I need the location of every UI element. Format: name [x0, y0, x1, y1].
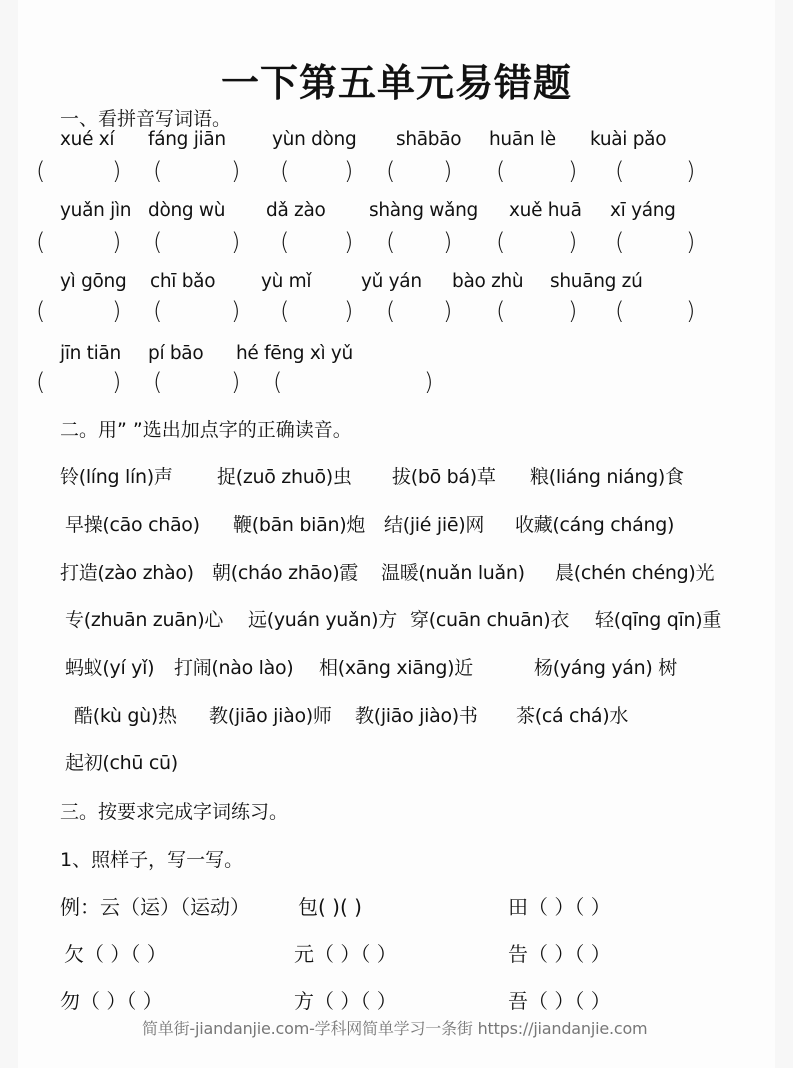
word-extension-exercise[interactable]: 勿（ ）（ ） — [60, 989, 163, 1013]
answer-blank-open: ( — [36, 228, 46, 256]
answer-blank-open: ( — [153, 228, 163, 256]
section2-heading: 二。用” ”选出加点字的正确读音。 — [60, 419, 352, 441]
answer-blank-close: ) — [344, 297, 354, 325]
answer-blank-open: ( — [386, 297, 396, 325]
answer-blank-open: ( — [36, 368, 46, 396]
answer-blank-open: ( — [280, 157, 290, 185]
answer-blank-close: ) — [344, 228, 354, 256]
section3-sub1-heading: 1、照样子，写一写。 — [60, 849, 244, 871]
page-title: 一下第五单元易错题 — [220, 60, 572, 105]
answer-blank-open: ( — [615, 157, 625, 185]
pronunciation-choice[interactable]: 蚂蚁(yí yǐ) — [65, 657, 155, 679]
pinyin-prompt: kuài pǎo — [590, 129, 667, 150]
answer-blank-open: ( — [36, 157, 46, 185]
answer-blank-open: ( — [615, 228, 625, 256]
answer-blank-open: ( — [496, 228, 506, 256]
word-extension-exercise[interactable]: 元（ ）（ ） — [294, 942, 397, 966]
pronunciation-choice[interactable]: 穿(cuān chuān)衣 — [410, 609, 570, 631]
word-extension-exercise[interactable]: 田（ ）（ ） — [508, 895, 611, 919]
pronunciation-choice[interactable]: 粮(liáng niáng)食 — [530, 466, 684, 488]
answer-blank-close: ) — [568, 157, 578, 185]
word-extension-exercise[interactable]: 包( )( ) — [298, 895, 362, 919]
pronunciation-choice[interactable]: 鞭(bān biān)炮 — [233, 514, 366, 536]
pronunciation-choice[interactable]: 温暖(nuǎn luǎn) — [381, 562, 525, 584]
answer-blank-close: ) — [686, 157, 696, 185]
answer-blank-open: ( — [36, 297, 46, 325]
answer-blank-close: ) — [443, 157, 453, 185]
answer-blank-close: ) — [112, 157, 122, 185]
answer-blank-close: ) — [686, 297, 696, 325]
pronunciation-choice[interactable]: 打造(zào zhào) — [60, 562, 194, 584]
pronunciation-choice[interactable]: 相(xāng xiāng)近 — [319, 657, 473, 679]
section1-heading: 一、看拼音写词语。 — [60, 108, 232, 130]
pronunciation-choice[interactable]: 教(jiāo jiào)师 — [209, 705, 332, 727]
section3-heading: 三。按要求完成字词练习。 — [60, 801, 289, 823]
example-word-extension: 例：云（运）（运动） — [60, 895, 250, 919]
word-extension-exercise[interactable]: 欠（ ）（ ） — [64, 942, 167, 966]
word-extension-exercise[interactable]: 告（ ）（ ） — [508, 942, 611, 966]
answer-blank-close: ) — [231, 368, 241, 396]
pinyin-prompt: huān lè — [489, 129, 556, 150]
pinyin-prompt: bào zhù — [452, 271, 524, 292]
answer-blank-open: ( — [386, 157, 396, 185]
answer-blank-close: ) — [443, 297, 453, 325]
answer-blank-close: ) — [424, 368, 434, 396]
pronunciation-choice[interactable]: 远(yuán yuǎn)方 — [248, 609, 397, 631]
answer-blank-close: ) — [231, 157, 241, 185]
word-extension-exercise[interactable]: 吾（ ）（ ） — [508, 989, 611, 1013]
pronunciation-choice[interactable]: 早操(cāo chāo) — [65, 514, 200, 536]
pinyin-prompt: yì gōng — [60, 271, 127, 292]
pronunciation-choice[interactable]: 捉(zuō zhuō)虫 — [217, 466, 352, 488]
pinyin-prompt: hé fēng xì yǔ — [236, 343, 353, 364]
answer-blank-close: ) — [568, 297, 578, 325]
answer-blank-open: ( — [273, 368, 283, 396]
pronunciation-choice[interactable]: 朝(cháo zhāo)霞 — [212, 562, 359, 584]
answer-blank-open: ( — [615, 297, 625, 325]
answer-blank-open: ( — [153, 297, 163, 325]
pinyin-prompt: chī bǎo — [150, 271, 216, 292]
answer-blank-open: ( — [280, 228, 290, 256]
answer-blank-close: ) — [231, 228, 241, 256]
answer-blank-open: ( — [280, 297, 290, 325]
answer-blank-open: ( — [386, 228, 396, 256]
answer-blank-close: ) — [231, 297, 241, 325]
word-extension-exercise[interactable]: 方（ ）（ ） — [294, 989, 397, 1013]
answer-blank-close: ) — [344, 157, 354, 185]
pronunciation-choice[interactable]: 晨(chén chéng)光 — [555, 562, 715, 584]
pronunciation-choice[interactable]: 铃(líng lín)声 — [60, 466, 173, 488]
pronunciation-choice[interactable]: 酷(kù gù)热 — [74, 705, 177, 727]
answer-blank-close: ) — [112, 368, 122, 396]
pinyin-prompt: xué xí — [60, 129, 115, 150]
pinyin-prompt: yùn dòng — [272, 129, 357, 150]
pronunciation-choice[interactable]: 结(jié jiē)网 — [384, 514, 485, 536]
pinyin-prompt: fáng jiān — [148, 129, 226, 150]
pronunciation-choice[interactable]: 茶(cá chá)水 — [516, 705, 629, 727]
pinyin-prompt: dǎ zào — [266, 200, 326, 221]
answer-blank-close: ) — [568, 228, 578, 256]
pinyin-prompt: shuāng zú — [550, 271, 643, 292]
pinyin-prompt: shàng wǎng — [369, 200, 478, 221]
pinyin-prompt: pí bāo — [148, 343, 204, 364]
pronunciation-choice[interactable]: 起初(chū cū) — [65, 752, 178, 774]
pronunciation-choice[interactable]: 打闹(nào lào) — [174, 657, 294, 679]
pinyin-prompt: xī yáng — [610, 200, 676, 221]
pronunciation-choice[interactable]: 杨(yáng yán) 树 — [534, 657, 677, 679]
pronunciation-choice[interactable]: 拔(bō bá)草 — [392, 466, 496, 488]
answer-blank-open: ( — [153, 157, 163, 185]
answer-blank-open: ( — [496, 297, 506, 325]
pinyin-prompt: jīn tiān — [60, 343, 121, 364]
answer-blank-close: ) — [443, 228, 453, 256]
pronunciation-choice[interactable]: 轻(qīng qīn)重 — [595, 609, 722, 631]
answer-blank-close: ) — [112, 228, 122, 256]
footer-watermark: 简单街-jiandanjie.com-学科网简单学习一条街 https://jiandanjie.com — [142, 1019, 648, 1038]
pronunciation-choice[interactable]: 专(zhuān zuān)心 — [65, 609, 224, 631]
pinyin-prompt: yuǎn jìn — [60, 200, 132, 221]
answer-blank-open: ( — [153, 368, 163, 396]
pronunciation-choice[interactable]: 教(jiāo jiào)书 — [355, 705, 478, 727]
answer-blank-close: ) — [112, 297, 122, 325]
pinyin-prompt: xuě huā — [509, 200, 582, 221]
answer-blank-close: ) — [686, 228, 696, 256]
pinyin-prompt: shābāo — [396, 129, 462, 150]
pinyin-prompt: dòng wù — [148, 200, 226, 221]
pinyin-prompt: yù mǐ — [261, 271, 312, 292]
answer-blank-open: ( — [496, 157, 506, 185]
pinyin-prompt: yǔ yán — [361, 271, 422, 292]
pronunciation-choice[interactable]: 收藏(cáng cháng) — [515, 514, 675, 536]
